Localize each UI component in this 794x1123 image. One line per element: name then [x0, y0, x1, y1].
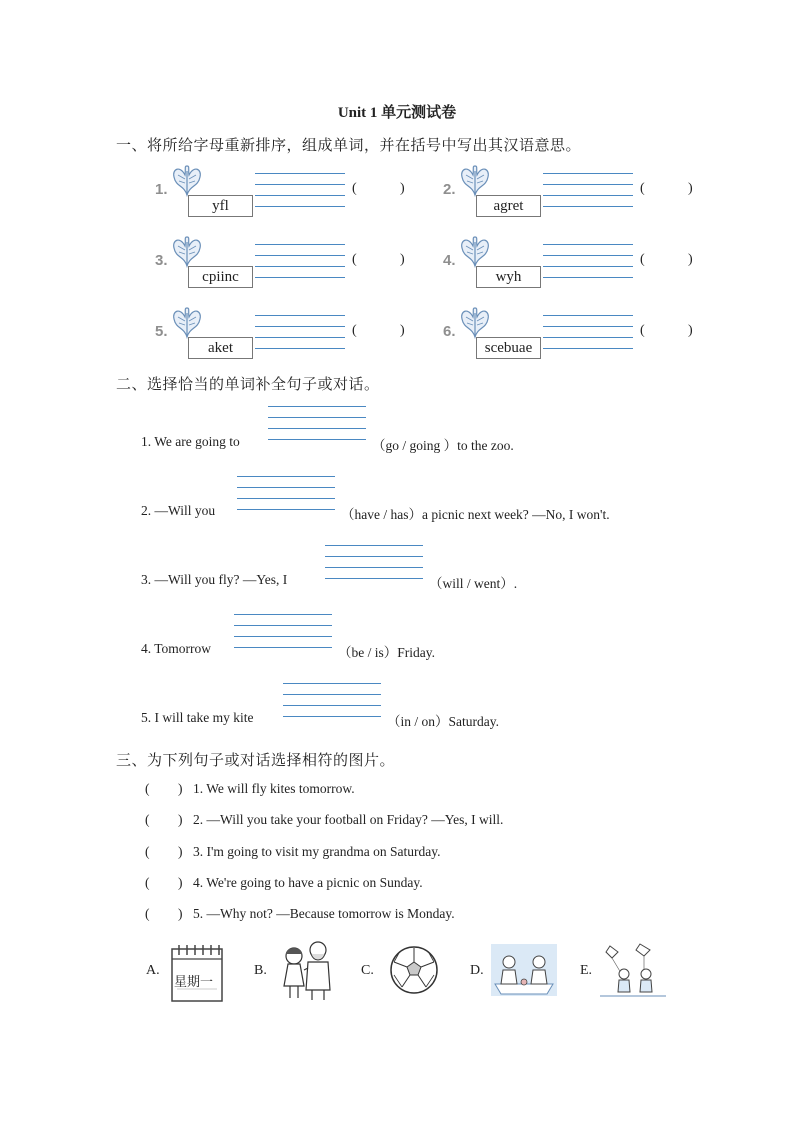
meaning-paren-open: (	[352, 252, 357, 267]
option-b-label: B.	[254, 963, 267, 978]
unscramble-item-4	[443, 236, 713, 291]
match-sentence: 1. We will fly kites tomorrow.	[193, 781, 355, 796]
option-e-label: E.	[580, 963, 593, 978]
meaning-paren-open: (	[352, 323, 357, 338]
option-d-label: D.	[470, 963, 484, 978]
fill-sentence-4-start: 4. Tomorrow	[141, 641, 212, 656]
fill-sentence-1-start: 1. We are going to	[141, 434, 240, 449]
meaning-paren-close: )	[688, 181, 693, 196]
scrambled-letters-box: agret	[476, 195, 541, 217]
answer-lines[interactable]	[255, 315, 345, 359]
fill-blank-1[interactable]	[268, 406, 366, 450]
meaning-paren-close: )	[688, 323, 693, 338]
unscramble-item-2	[443, 165, 713, 220]
fill-blank-2[interactable]	[237, 476, 335, 520]
picnic-picture	[491, 944, 557, 996]
item-number: 5.	[155, 323, 168, 340]
answer-paren-close[interactable]: )	[178, 906, 183, 921]
unscramble-item-6	[443, 307, 713, 362]
item-number: 6.	[443, 323, 456, 340]
fill-sentence-3-start: 3. —Will you fly? —Yes, I	[141, 572, 288, 587]
butterfly-icon	[460, 236, 490, 270]
meaning-paren-open: (	[640, 252, 645, 267]
answer-paren-open[interactable]: (	[145, 906, 150, 921]
meaning-paren-close: )	[400, 323, 405, 338]
scrambled-letters-box: cpiinc	[188, 266, 253, 288]
fill-sentence-3-end: （will / went）.	[429, 576, 518, 591]
meaning-paren-close: )	[688, 252, 693, 267]
butterfly-icon	[172, 165, 202, 199]
fill-blank-4[interactable]	[234, 614, 332, 658]
answer-lines[interactable]	[255, 173, 345, 217]
answer-lines[interactable]	[255, 244, 345, 288]
answer-lines[interactable]	[543, 173, 633, 217]
option-a-label: A.	[146, 963, 160, 978]
item-number: 3.	[155, 252, 168, 269]
answer-lines[interactable]	[543, 244, 633, 288]
fill-blank-3[interactable]	[325, 545, 423, 589]
kite-flying-picture	[600, 942, 666, 1000]
item-number: 1.	[155, 181, 168, 198]
calendar-icon	[169, 941, 225, 1003]
fill-sentence-2-end: （have / has）a picnic next week? —No, I won't.	[341, 507, 610, 522]
match-item-2	[145, 812, 705, 832]
butterfly-icon	[172, 236, 202, 270]
butterfly-icon	[172, 307, 202, 341]
football-icon	[389, 945, 439, 995]
match-item-1	[145, 781, 705, 801]
item-number: 2.	[443, 181, 456, 198]
match-sentence: 4. We're going to have a picnic on Sunday.	[193, 875, 423, 890]
answer-paren-open[interactable]: (	[145, 781, 150, 796]
butterfly-icon	[460, 165, 490, 199]
fill-sentence-4-end: （be / is）Friday.	[338, 645, 435, 660]
answer-paren-close[interactable]: )	[178, 844, 183, 859]
unscramble-item-5	[155, 307, 425, 362]
section2-heading: 二、选择恰当的单词补全句子或对话。	[116, 375, 380, 393]
meaning-paren-open: (	[640, 323, 645, 338]
answer-lines[interactable]	[543, 315, 633, 359]
answer-paren-open[interactable]: (	[145, 812, 150, 827]
butterfly-icon	[460, 307, 490, 341]
match-sentence: 2. —Will you take your football on Friday? —Yes, I will.	[193, 812, 504, 827]
answer-paren-close[interactable]: )	[178, 812, 183, 827]
section1-heading: 一、将所给字母重新排序，组成单词，并在括号中写出其汉语意思。	[116, 136, 582, 154]
fill-sentence-2-start: 2. —Will you	[141, 503, 216, 518]
option-c-label: C.	[361, 963, 374, 978]
scrambled-letters-box: yfl	[188, 195, 253, 217]
section3-heading: 三、为下列句子或对话选择相符的图片。	[116, 751, 396, 769]
answer-paren-open[interactable]: (	[145, 844, 150, 859]
scrambled-letters-box: scebuae	[476, 337, 541, 359]
scrambled-letters-box: wyh	[476, 266, 541, 288]
answer-paren-close[interactable]: )	[178, 781, 183, 796]
meaning-paren-close: )	[400, 181, 405, 196]
match-sentence: 5. —Why not? —Because tomorrow is Monday.	[193, 906, 455, 921]
fill-sentence-5-start: 5. I will take my kite	[141, 710, 254, 725]
match-item-4	[145, 875, 705, 895]
meaning-paren-open: (	[352, 181, 357, 196]
unscramble-item-1	[155, 165, 425, 220]
match-item-5	[145, 906, 705, 926]
girl-and-grandpa-picture	[280, 938, 336, 1004]
meaning-paren-close: )	[400, 252, 405, 267]
unscramble-item-3	[155, 236, 425, 291]
scrambled-letters-box: aket	[188, 337, 253, 359]
fill-sentence-5-end: （in / on）Saturday.	[387, 714, 499, 729]
fill-sentence-1-end: （go / going ）to the zoo.	[372, 438, 514, 453]
match-item-3	[145, 844, 705, 864]
calendar-text: 星期一	[174, 975, 214, 990]
fill-blank-5[interactable]	[283, 683, 381, 727]
answer-paren-close[interactable]: )	[178, 875, 183, 890]
answer-paren-open[interactable]: (	[145, 875, 150, 890]
match-sentence: 3. I'm going to visit my grandma on Saturday.	[193, 844, 441, 859]
item-number: 4.	[443, 252, 456, 269]
page-title: Unit 1 单元测试卷	[337, 105, 457, 121]
meaning-paren-open: (	[640, 181, 645, 196]
